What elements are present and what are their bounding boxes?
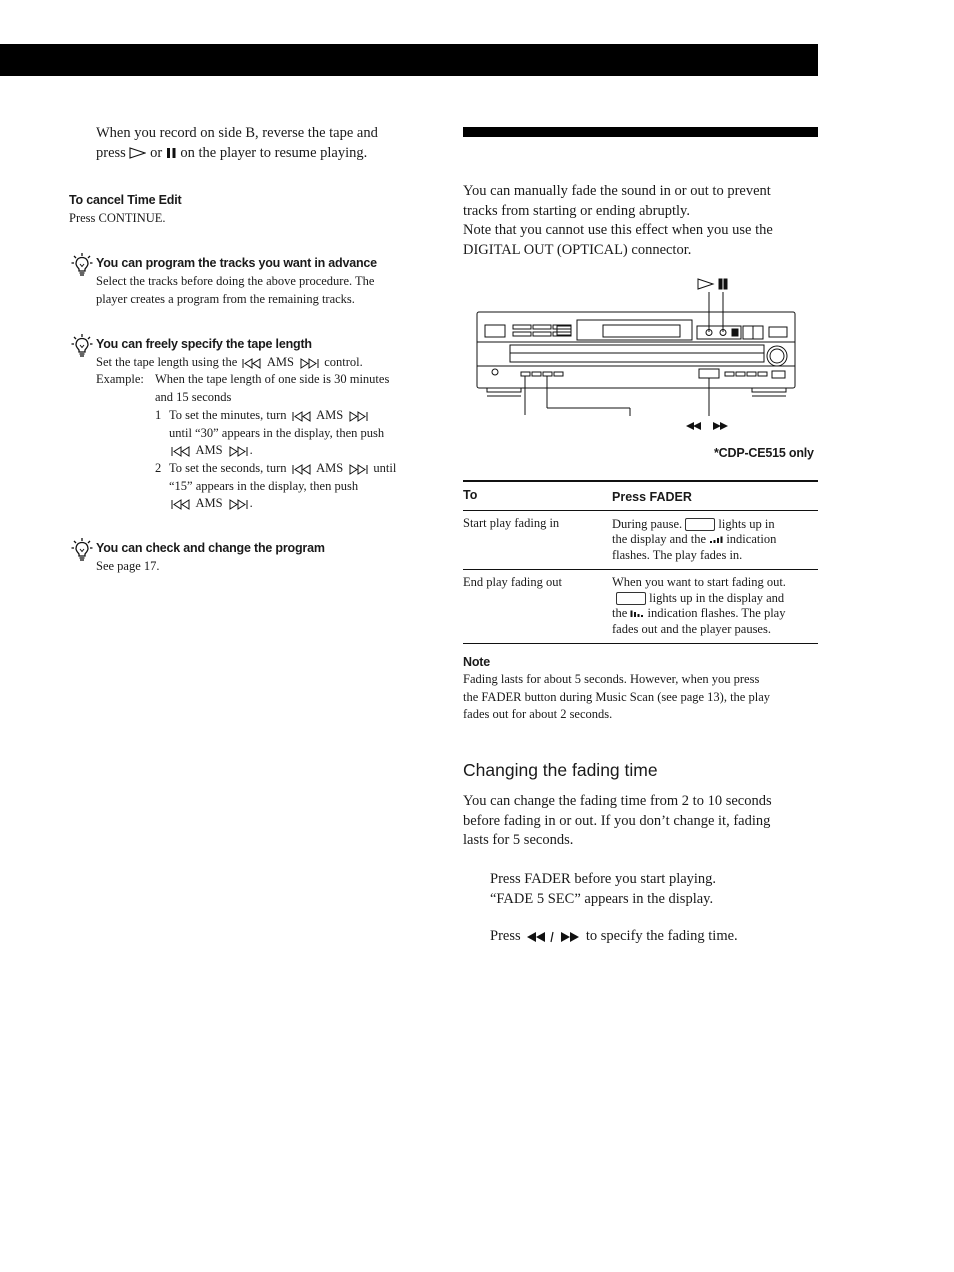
header-bar [0, 44, 818, 76]
tip2-heading: You can freely specify the tape length [96, 337, 312, 351]
step-2: Press to specify the fading time. [490, 928, 738, 944]
note-heading: Note [463, 655, 490, 669]
step2-text: To set the seconds, turn AMS until “15” appears in the display, then push AMS . [169, 461, 397, 510]
lightbulb-tip-icon [71, 252, 93, 278]
change-intro: You can change the fading time from 2 to 10 seconds before fading in or out. If you don’t change it, fading lasts for 5 seconds. [463, 793, 772, 848]
cd-player-illustration [470, 270, 810, 435]
tip2-body: Set the tape length using the AMS control. [96, 355, 363, 369]
resume-instruction: When you record on side B, reverse the tape and press or on the player to resume playing. [96, 125, 378, 161]
row2-desc: When you want to start fading out. lights up in the display and the indication flashes. The play fades out and the player pauses. [612, 575, 786, 636]
ams-prev-icon [290, 411, 314, 422]
pause-icon [719, 279, 722, 289]
table-row [463, 570, 818, 644]
rewind-fastforward-icon [686, 422, 728, 430]
table-header-row [463, 481, 818, 510]
display-indicator-box [616, 592, 646, 605]
col-header-press-fader: Press FADER [612, 490, 692, 504]
tip3-heading: You can check and change the program [96, 541, 325, 555]
tip1-body: Select the tracks before doing the above procedure. The player creates a program from the remaining tracks. [96, 274, 375, 306]
model-note: *CDP-CE515 only [714, 446, 814, 460]
subheading-fading-time: Changing the fading time [463, 760, 658, 780]
step1-text: To set the minutes, turn AMS until “30” appears in the display, then push AMS . [169, 408, 385, 457]
note-body: Fading lasts for about 5 seconds. However, when you press the FADER button during Music Scan (see page 13), the play fades out for about 2 seconds. [463, 672, 771, 721]
ams-prev-icon [240, 358, 264, 369]
ams-next-icon [346, 464, 370, 475]
ams-next-icon [297, 358, 321, 369]
play-icon [698, 279, 713, 289]
table-row [463, 510, 818, 570]
row1-desc: During pause. lights up in the display and the indication flashes. The play fades in. [612, 516, 777, 562]
tip3-body: See page 17. [96, 559, 160, 573]
step2-number: 2 [155, 461, 162, 475]
ams-prev-icon [169, 446, 193, 457]
col-header-to: To [463, 488, 478, 502]
lightbulb-tip-icon [71, 333, 93, 359]
ams-prev-icon [169, 499, 193, 510]
cancel-body: Press CONTINUE. [69, 211, 166, 225]
ams-next-icon [346, 411, 370, 422]
ams-prev-icon [290, 464, 314, 475]
lightbulb-tip-icon [71, 537, 93, 563]
display-indicator-box [685, 518, 715, 531]
step-1: Press FADER before you start playing. “FADE 5 SEC” appears in the display. [490, 871, 717, 907]
play-icon [129, 147, 146, 159]
ams-next-icon [226, 446, 250, 457]
row2-to: End play fading out [463, 575, 562, 589]
fade-in-indicator-icon [709, 536, 723, 545]
example-text: When the tape length of one side is 30 minutes and 15 seconds [155, 372, 390, 404]
ams-next-icon [226, 499, 250, 510]
section-bar [463, 127, 818, 137]
cancel-heading: To cancel Time Edit [69, 193, 182, 207]
rewind-fastforward-icon [524, 931, 582, 943]
step1-number: 1 [155, 408, 162, 422]
pause-icon [166, 147, 177, 159]
tip1-heading: You can program the tracks you want in advance [96, 256, 377, 270]
row1-to: Start play fading in [463, 515, 560, 530]
example-label: Example: [96, 372, 144, 386]
fader-table [463, 480, 818, 644]
fade-out-indicator-icon [630, 610, 644, 619]
fader-intro: You can manually fade the sound in or out to prevent tracks from starting or ending abruptly. Note that you cannot use this effect when you use the DIGITAL OUT (OPTICAL) connector. [463, 183, 773, 258]
